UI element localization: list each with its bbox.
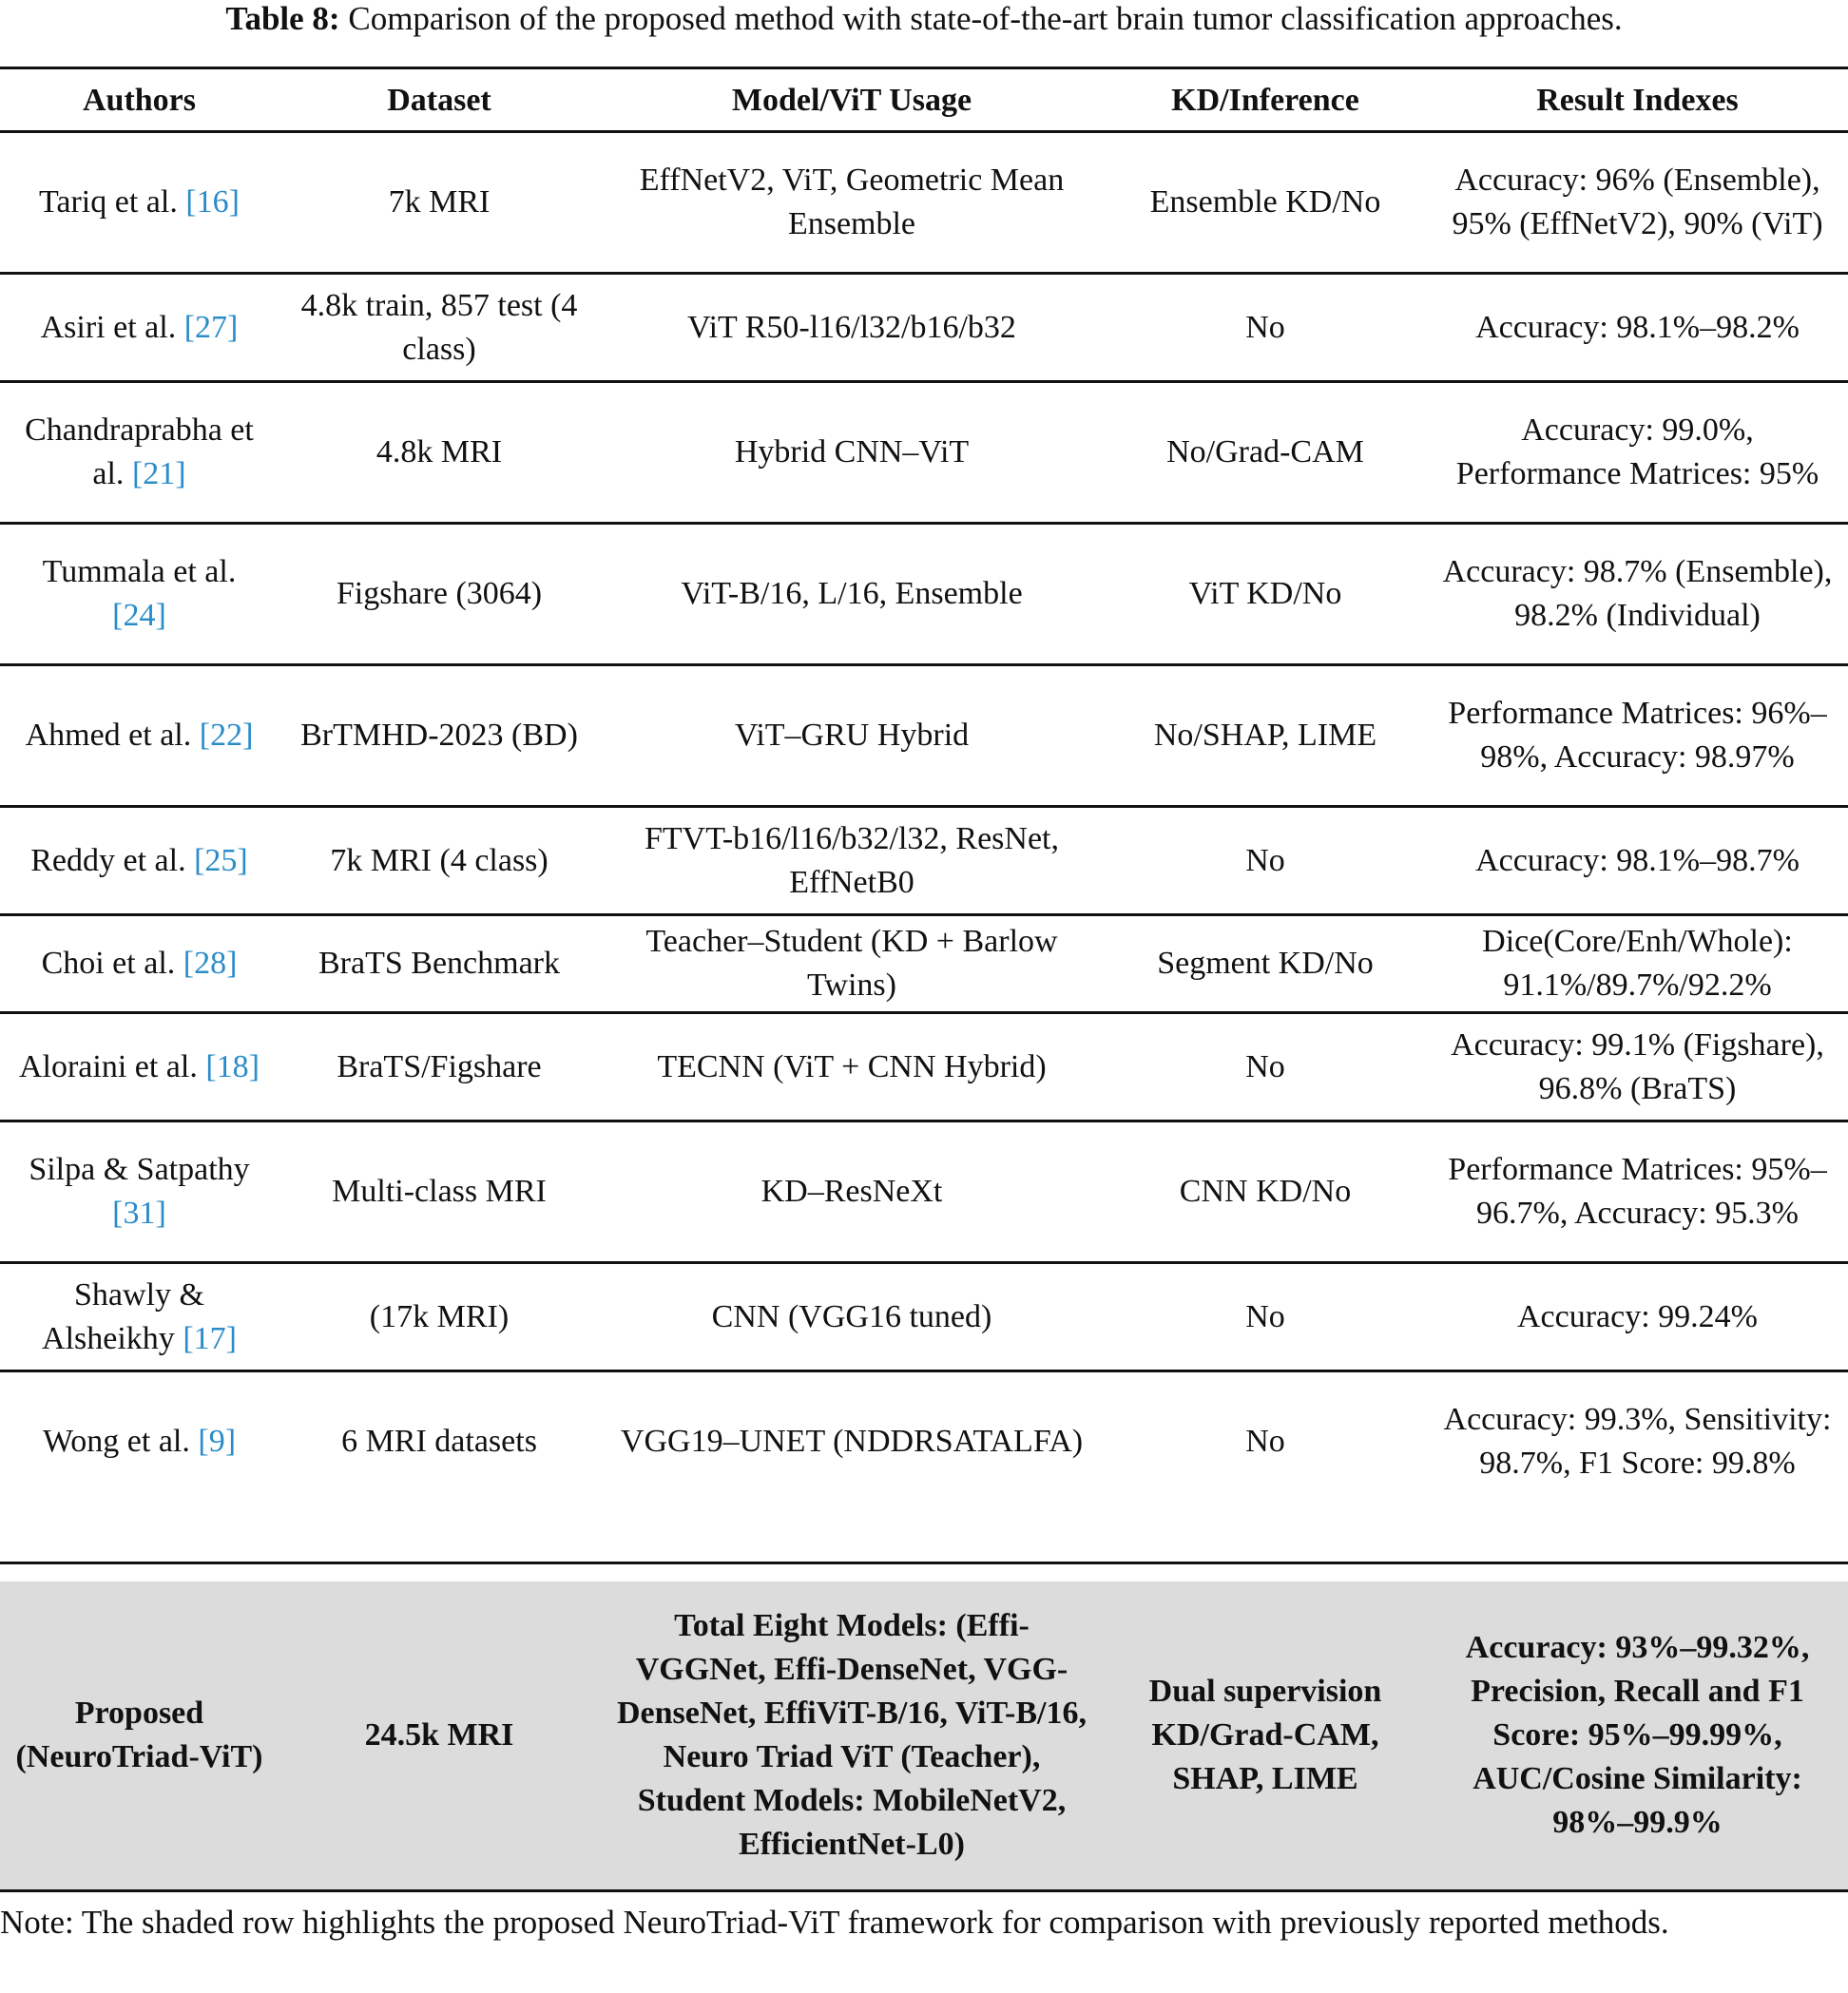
result-cell: Accuracy: 99.1% (Figshare), 96.8% (BraTS) [1427,1013,1848,1121]
dataset-cell: 7k MRI (4 class) [279,807,600,915]
table-row [0,1121,1848,1263]
kd-cell: Segment KD/No [1104,915,1427,1013]
author-cell: Asiri et al. [27] [0,274,279,382]
author-cell: Reddy et al. [25] [0,807,279,915]
table-row [0,382,1848,524]
model-cell: ViT-B/16, L/16, Ensemble [600,524,1104,665]
model-cell: ViT–GRU Hybrid [600,665,1104,807]
citation-link[interactable]: [18] [205,1048,260,1084]
citation-link[interactable]: [16] [185,184,240,220]
table-header-row [0,68,1848,132]
kd-cell: Ensemble KD/No [1104,132,1427,274]
table-row [0,524,1848,665]
model-cell: FTVT-b16/l16/b32/l32, ResNet, EffNetB0 [600,807,1104,915]
author-cell: Tummala et al. [24] [0,524,279,665]
citation-link[interactable]: [31] [112,1196,166,1231]
dataset-cell: 4.8k MRI [279,382,600,524]
dataset-cell: Multi-class MRI [279,1121,600,1263]
dataset-cell: BrTMHD-2023 (BD) [279,665,600,807]
kd-cell: No [1104,274,1427,382]
dataset-cell: 7k MRI [279,132,600,274]
citation-link[interactable]: [28] [183,946,238,981]
table-row [0,807,1848,915]
author-cell: Chandraprabha et al. [21] [0,382,279,524]
header-dataset: Dataset [279,68,600,132]
author-cell: Silpa & Satpathy [31] [0,1121,279,1263]
table-row [0,1371,1848,1512]
author-cell: Ahmed et al. [22] [0,665,279,807]
result-cell: Dice(Core/Enh/Whole): 91.1%/89.7%/92.2% [1427,915,1848,1013]
model-cell: ViT R50-l16/l32/b16/b32 [600,274,1104,382]
table-row [0,1013,1848,1121]
result-cell: Accuracy: 99.0%, Performance Matrices: 95% [1427,382,1848,524]
dataset-cell: (17k MRI) [279,1263,600,1371]
model-cell: EffNetV2, ViT, Geometric Mean Ensemble [600,132,1104,274]
table-row [0,1263,1848,1371]
author-cell: Wong et al. [9] [42,1424,237,1459]
author-cell: Tariq et al. [16] [0,132,279,274]
kd-cell: No/SHAP, LIME [1104,665,1427,807]
dataset-cell: Figshare (3064) [279,524,600,665]
proposed-dataset-cell: 24.5k MRI [364,1717,514,1753]
kd-cell: No [1245,1424,1285,1459]
kd-cell: No [1104,807,1427,915]
header-result-indexes: Result Indexes [1427,68,1848,132]
header-kd-inference: KD/Inference [1104,68,1427,132]
model-cell: VGG19–UNET (NDDRSATALFA) [620,1424,1084,1459]
model-cell: TECNN (ViT + CNN Hybrid) [600,1013,1104,1121]
table-caption-label: Table 8: [225,0,340,37]
citation-link[interactable]: [24] [112,598,166,633]
model-cell: Teacher–Student (KD + Barlow Twins) [600,915,1104,1013]
model-cell: KD–ResNeXt [600,1121,1104,1263]
author-cell: Choi et al. [28] [0,915,279,1013]
header-authors: Authors [0,68,279,132]
table-row [0,132,1848,274]
citation-link[interactable]: [22] [199,718,254,753]
proposed-kd-cell: Dual supervision KD/Grad-CAM, SHAP, LIME [1148,1674,1382,1796]
proposed-author-cell: Proposed (NeuroTriad-ViT) [15,1696,263,1774]
result-cell: Accuracy: 98.7% (Ensemble), 98.2% (Individual) [1427,524,1848,665]
result-cell: Performance Matrices: 95%–96.7%, Accuracy: 95.3% [1427,1121,1848,1263]
table-row [0,274,1848,382]
result-cell: Accuracy: 98.1%–98.2% [1427,274,1848,382]
model-cell: CNN (VGG16 tuned) [600,1263,1104,1371]
result-cell: Accuracy: 98.1%–98.7% [1427,807,1848,915]
kd-cell: No/Grad-CAM [1104,382,1427,524]
model-cell: Hybrid CNN–ViT [600,382,1104,524]
citation-link[interactable]: [9] [198,1424,237,1459]
comparison-table [0,67,1848,1511]
citation-link[interactable]: [27] [183,309,239,345]
proposed-result-cell: Accuracy: 93%–99.32%, Precision, Recall and F1 Score: 95%–99.99%, AUC/Cosine Similarity: 98%–99.9% [1465,1630,1810,1840]
proposed-row [0,1581,1848,1891]
result-cell: Performance Matrices: 96%–98%, Accuracy: 98.97% [1427,665,1848,807]
table-caption-text: Comparison of the proposed method with state-of-the-art brain tumor classification approaches. [348,0,1623,37]
table-row [0,665,1848,807]
dataset-cell: BraTS/Figshare [279,1013,600,1121]
proposed-model-cell: Total Eight Models: (Effi-VGGNet, Effi-DenseNet, VGG-DenseNet, EffiViT-B/16, ViT-B/16, Neuro Triad ViT (Teacher), Student Models: MobileNetV2, EfficientNet-L0) [617,1608,1087,1862]
dataset-cell: BraTS Benchmark [279,915,600,1013]
table-note: Note: The shaded row highlights the proposed NeuroTriad-ViT framework for comparison with previously reported methods. [0,1904,1669,1941]
kd-cell: CNN KD/No [1104,1121,1427,1263]
kd-cell: No [1104,1263,1427,1371]
citation-link[interactable]: [17] [183,1320,237,1356]
citation-link[interactable]: [21] [131,456,186,491]
header-model: Model/ViT Usage [600,68,1104,132]
result-cell: Accuracy: 99.24% [1427,1263,1848,1371]
proposed-row-table [0,1581,1848,1892]
citation-link[interactable]: [25] [194,842,248,878]
result-cell: Accuracy: 99.3%, Sensitivity: 98.7%, F1 Score: 99.8% [1443,1402,1832,1481]
result-cell: Accuracy: 96% (Ensemble), 95% (EffNetV2), 90% (ViT) [1427,132,1848,274]
author-cell: Shawly & Alsheikhy [17] [0,1263,279,1371]
table-row [0,915,1848,1013]
dataset-cell: 6 MRI datasets [341,1424,537,1459]
dataset-cell: 4.8k train, 857 test (4 class) [279,274,600,382]
author-cell: Aloraini et al. [18] [0,1013,279,1121]
kd-cell: No [1104,1013,1427,1121]
kd-cell: ViT KD/No [1104,524,1427,665]
proposed-section [0,1562,1848,1892]
table-caption [0,0,1848,42]
